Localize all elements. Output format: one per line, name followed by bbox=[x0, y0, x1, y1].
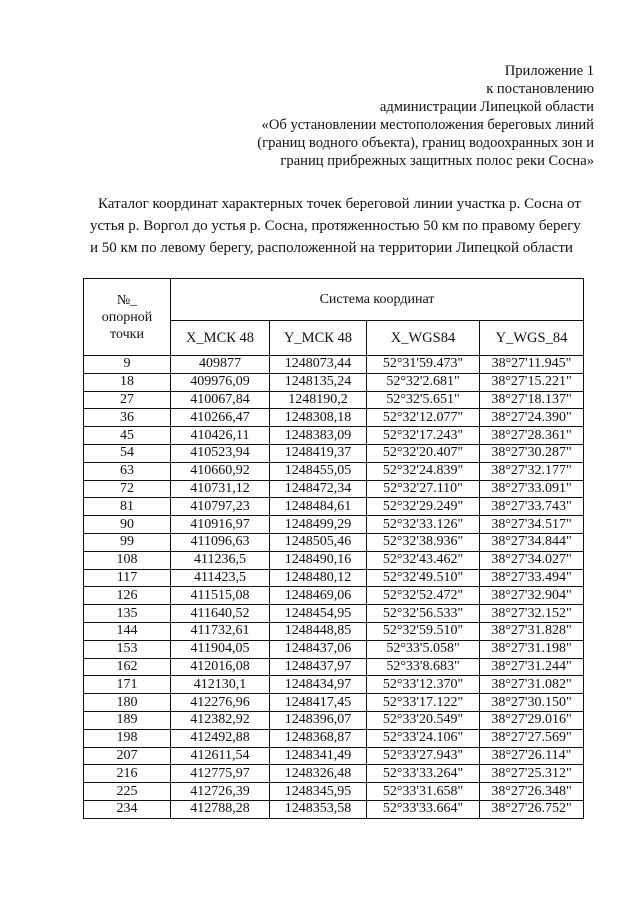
y-wgs-cell: 38°27'26.348" bbox=[480, 783, 584, 801]
x-wgs-cell: 52°33'5.058" bbox=[367, 640, 480, 658]
y-msk-cell: 1248326,48 bbox=[270, 765, 367, 783]
y-wgs-cell: 38°27'34.844" bbox=[480, 533, 584, 551]
y-msk-cell: 1248135,24 bbox=[270, 373, 367, 391]
y-msk-cell: 1248499,29 bbox=[270, 516, 367, 534]
y-msk-cell: 1248472,34 bbox=[270, 480, 367, 498]
column-header-x-wgs: X_WGS84 bbox=[367, 321, 480, 356]
point-number-cell: 207 bbox=[84, 747, 171, 765]
x-msk-cell: 411640,52 bbox=[171, 605, 270, 623]
point-number-cell: 45 bbox=[84, 427, 171, 445]
x-msk-cell: 410731,12 bbox=[171, 480, 270, 498]
y-wgs-cell: 38°27'30.287" bbox=[480, 444, 584, 462]
y-msk-cell: 1248190,2 bbox=[270, 391, 367, 409]
y-wgs-cell: 38°27'31.198" bbox=[480, 640, 584, 658]
point-number-cell: 126 bbox=[84, 587, 171, 605]
x-msk-cell: 411904,05 bbox=[171, 640, 270, 658]
y-msk-cell: 1248437,97 bbox=[270, 658, 367, 676]
table-row bbox=[84, 676, 584, 694]
x-msk-cell: 411096,63 bbox=[171, 533, 270, 551]
coordinates-table bbox=[83, 278, 584, 819]
table-row bbox=[84, 356, 584, 374]
y-wgs-cell: 38°27'31.082" bbox=[480, 676, 584, 694]
table-row bbox=[84, 569, 584, 587]
x-wgs-cell: 52°33'20.549" bbox=[367, 711, 480, 729]
x-msk-cell: 410660,92 bbox=[171, 462, 270, 480]
y-msk-cell: 1248419,37 bbox=[270, 444, 367, 462]
table-body bbox=[84, 356, 584, 819]
table-row bbox=[84, 373, 584, 391]
appendix-header bbox=[174, 62, 594, 170]
y-msk-cell: 1248353,58 bbox=[270, 800, 367, 818]
x-wgs-cell: 52°32'59.510" bbox=[367, 622, 480, 640]
y-wgs-cell: 38°27'26.114" bbox=[480, 747, 584, 765]
y-msk-cell: 1248383,09 bbox=[270, 427, 367, 445]
y-msk-cell: 1248469,06 bbox=[270, 587, 367, 605]
table-row bbox=[84, 765, 584, 783]
point-number-cell: 36 bbox=[84, 409, 171, 427]
x-wgs-cell: 52°32'49.510" bbox=[367, 569, 480, 587]
table-row bbox=[84, 658, 584, 676]
table-row bbox=[84, 622, 584, 640]
column-header-x-msk: X_МСК 48 bbox=[171, 321, 270, 356]
appendix-line: границ прибрежных защитных полос реки Сосна» bbox=[280, 153, 594, 169]
x-msk-cell: 412788,28 bbox=[171, 800, 270, 818]
table-row bbox=[84, 729, 584, 747]
y-msk-cell: 1248396,07 bbox=[270, 711, 367, 729]
table-row bbox=[84, 409, 584, 427]
x-wgs-cell: 52°32'12.077" bbox=[367, 409, 480, 427]
appendix-line: (границ водного объекта), границ водоохранных зон и bbox=[257, 135, 594, 151]
y-wgs-cell: 38°27'11.945" bbox=[480, 356, 584, 374]
y-msk-cell: 1248484,61 bbox=[270, 498, 367, 516]
y-msk-cell: 1248345,95 bbox=[270, 783, 367, 801]
point-header-line: точки bbox=[110, 326, 144, 342]
table-row bbox=[84, 391, 584, 409]
table-row bbox=[84, 711, 584, 729]
y-wgs-cell: 38°27'32.177" bbox=[480, 462, 584, 480]
x-wgs-cell: 52°32'17.243" bbox=[367, 427, 480, 445]
table-row bbox=[84, 480, 584, 498]
x-wgs-cell: 52°33'24.106" bbox=[367, 729, 480, 747]
x-wgs-cell: 52°33'8.683" bbox=[367, 658, 480, 676]
x-msk-cell: 409877 bbox=[171, 356, 270, 374]
y-wgs-cell: 38°27'28.361" bbox=[480, 427, 584, 445]
x-msk-cell: 411423,5 bbox=[171, 569, 270, 587]
table-row bbox=[84, 694, 584, 712]
y-wgs-cell: 38°27'33.494" bbox=[480, 569, 584, 587]
y-wgs-cell: 38°27'18.137" bbox=[480, 391, 584, 409]
x-msk-cell: 412726,39 bbox=[171, 783, 270, 801]
x-wgs-cell: 52°33'33.264" bbox=[367, 765, 480, 783]
x-wgs-cell: 52°32'43.462" bbox=[367, 551, 480, 569]
y-wgs-cell: 38°27'15.221" bbox=[480, 373, 584, 391]
catalog-title-line: устья р. Воргол до устья р. Сосна, протяженностью 50 км по правому берегу bbox=[90, 218, 581, 234]
appendix-line: «Об установлении местоположения береговых линий bbox=[261, 117, 594, 133]
table-row bbox=[84, 605, 584, 623]
table-row bbox=[84, 800, 584, 818]
appendix-line: администрации Липецкой области bbox=[379, 99, 594, 115]
point-number-cell: 135 bbox=[84, 605, 171, 623]
x-msk-cell: 412016,08 bbox=[171, 658, 270, 676]
y-wgs-cell: 38°27'33.743" bbox=[480, 498, 584, 516]
x-wgs-cell: 52°32'38.936" bbox=[367, 533, 480, 551]
column-header-y-msk: Y_МСК 48 bbox=[270, 321, 367, 356]
y-msk-cell: 1248480,12 bbox=[270, 569, 367, 587]
x-msk-cell: 410523,94 bbox=[171, 444, 270, 462]
x-msk-cell: 409976,09 bbox=[171, 373, 270, 391]
point-number-cell: 117 bbox=[84, 569, 171, 587]
y-wgs-cell: 38°27'31.244" bbox=[480, 658, 584, 676]
table-row bbox=[84, 462, 584, 480]
x-msk-cell: 411515,08 bbox=[171, 587, 270, 605]
x-wgs-cell: 52°32'24.839" bbox=[367, 462, 480, 480]
x-wgs-cell: 52°32'29.249" bbox=[367, 498, 480, 516]
x-wgs-cell: 52°32'2.681" bbox=[367, 373, 480, 391]
point-number-cell: 171 bbox=[84, 676, 171, 694]
x-msk-cell: 410916,97 bbox=[171, 516, 270, 534]
point-number-cell: 216 bbox=[84, 765, 171, 783]
y-msk-cell: 1248490,16 bbox=[270, 551, 367, 569]
catalog-title-line: и 50 км по левому берегу, расположенной на территории Липецкой области bbox=[90, 240, 573, 256]
y-wgs-cell: 38°27'27.569" bbox=[480, 729, 584, 747]
y-msk-cell: 1248308,18 bbox=[270, 409, 367, 427]
appendix-line: Приложение 1 bbox=[504, 63, 594, 79]
point-number-cell: 81 bbox=[84, 498, 171, 516]
y-msk-cell: 1248417,45 bbox=[270, 694, 367, 712]
y-wgs-cell: 38°27'26.752" bbox=[480, 800, 584, 818]
point-number-cell: 180 bbox=[84, 694, 171, 712]
appendix-line: к постановлению bbox=[486, 81, 594, 97]
table-row bbox=[84, 783, 584, 801]
point-number-cell: 54 bbox=[84, 444, 171, 462]
x-wgs-cell: 52°31'59.473" bbox=[367, 356, 480, 374]
table-row bbox=[84, 516, 584, 534]
x-wgs-cell: 52°33'27.943" bbox=[367, 747, 480, 765]
point-number-cell: 27 bbox=[84, 391, 171, 409]
point-number-cell: 72 bbox=[84, 480, 171, 498]
y-msk-cell: 1248454,95 bbox=[270, 605, 367, 623]
point-number-cell: 18 bbox=[84, 373, 171, 391]
point-header-line: №_ bbox=[116, 292, 138, 308]
point-header-line: опорной bbox=[101, 309, 153, 325]
point-number-cell: 63 bbox=[84, 462, 171, 480]
table-row bbox=[84, 587, 584, 605]
y-wgs-cell: 38°27'29.016" bbox=[480, 711, 584, 729]
y-msk-cell: 1248505,46 bbox=[270, 533, 367, 551]
point-number-cell: 90 bbox=[84, 516, 171, 534]
catalog-title bbox=[90, 193, 610, 259]
y-wgs-cell: 38°27'34.517" bbox=[480, 516, 584, 534]
table-row bbox=[84, 533, 584, 551]
x-wgs-cell: 52°32'5.651" bbox=[367, 391, 480, 409]
y-wgs-cell: 38°27'31.828" bbox=[480, 622, 584, 640]
table-row bbox=[84, 747, 584, 765]
table-row bbox=[84, 640, 584, 658]
y-msk-cell: 1248434,97 bbox=[270, 676, 367, 694]
column-header-y-wgs: Y_WGS_84 bbox=[480, 321, 584, 356]
point-number-cell: 234 bbox=[84, 800, 171, 818]
x-wgs-cell: 52°32'20.407" bbox=[367, 444, 480, 462]
x-msk-cell: 410266,47 bbox=[171, 409, 270, 427]
y-msk-cell: 1248437,06 bbox=[270, 640, 367, 658]
x-msk-cell: 412611,54 bbox=[171, 747, 270, 765]
point-number-header bbox=[84, 279, 171, 356]
point-number-cell: 144 bbox=[84, 622, 171, 640]
x-msk-cell: 412276,96 bbox=[171, 694, 270, 712]
x-msk-cell: 410067,84 bbox=[171, 391, 270, 409]
y-msk-cell: 1248448,85 bbox=[270, 622, 367, 640]
y-wgs-cell: 38°27'24.390" bbox=[480, 409, 584, 427]
table-row bbox=[84, 444, 584, 462]
point-number-cell: 198 bbox=[84, 729, 171, 747]
x-msk-cell: 412130,1 bbox=[171, 676, 270, 694]
y-wgs-cell: 38°27'32.152" bbox=[480, 605, 584, 623]
x-msk-cell: 411236,5 bbox=[171, 551, 270, 569]
point-number-cell: 99 bbox=[84, 533, 171, 551]
x-msk-cell: 410797,23 bbox=[171, 498, 270, 516]
point-number-cell: 225 bbox=[84, 783, 171, 801]
x-msk-cell: 412382,92 bbox=[171, 711, 270, 729]
y-wgs-cell: 38°27'30.150" bbox=[480, 694, 584, 712]
point-number-cell: 162 bbox=[84, 658, 171, 676]
y-msk-cell: 1248368,87 bbox=[270, 729, 367, 747]
catalog-title-line: Каталог координат характерных точек береговой линии участка р. Сосна от bbox=[98, 196, 581, 212]
table-row bbox=[84, 427, 584, 445]
table-row bbox=[84, 551, 584, 569]
x-wgs-cell: 52°33'31.658" bbox=[367, 783, 480, 801]
y-wgs-cell: 38°27'33.091" bbox=[480, 480, 584, 498]
y-msk-cell: 1248341,49 bbox=[270, 747, 367, 765]
point-number-cell: 153 bbox=[84, 640, 171, 658]
x-wgs-cell: 52°33'17.122" bbox=[367, 694, 480, 712]
x-wgs-cell: 52°32'27.110" bbox=[367, 480, 480, 498]
point-number-cell: 9 bbox=[84, 356, 171, 374]
table-row bbox=[84, 498, 584, 516]
x-wgs-cell: 52°33'12.370" bbox=[367, 676, 480, 694]
y-wgs-cell: 38°27'34.027" bbox=[480, 551, 584, 569]
x-wgs-cell: 52°32'52.472" bbox=[367, 587, 480, 605]
x-msk-cell: 410426,11 bbox=[171, 427, 270, 445]
y-msk-cell: 1248073,44 bbox=[270, 356, 367, 374]
y-wgs-cell: 38°27'25.312" bbox=[480, 765, 584, 783]
x-wgs-cell: 52°32'56.533" bbox=[367, 605, 480, 623]
x-wgs-cell: 52°32'33.126" bbox=[367, 516, 480, 534]
y-msk-cell: 1248455,05 bbox=[270, 462, 367, 480]
coordinate-system-header: Система координат bbox=[171, 279, 584, 321]
x-msk-cell: 412492,88 bbox=[171, 729, 270, 747]
point-number-cell: 108 bbox=[84, 551, 171, 569]
point-number-cell: 189 bbox=[84, 711, 171, 729]
x-msk-cell: 412775,97 bbox=[171, 765, 270, 783]
x-msk-cell: 411732,61 bbox=[171, 622, 270, 640]
y-wgs-cell: 38°27'32.904" bbox=[480, 587, 584, 605]
x-wgs-cell: 52°33'33.664" bbox=[367, 800, 480, 818]
